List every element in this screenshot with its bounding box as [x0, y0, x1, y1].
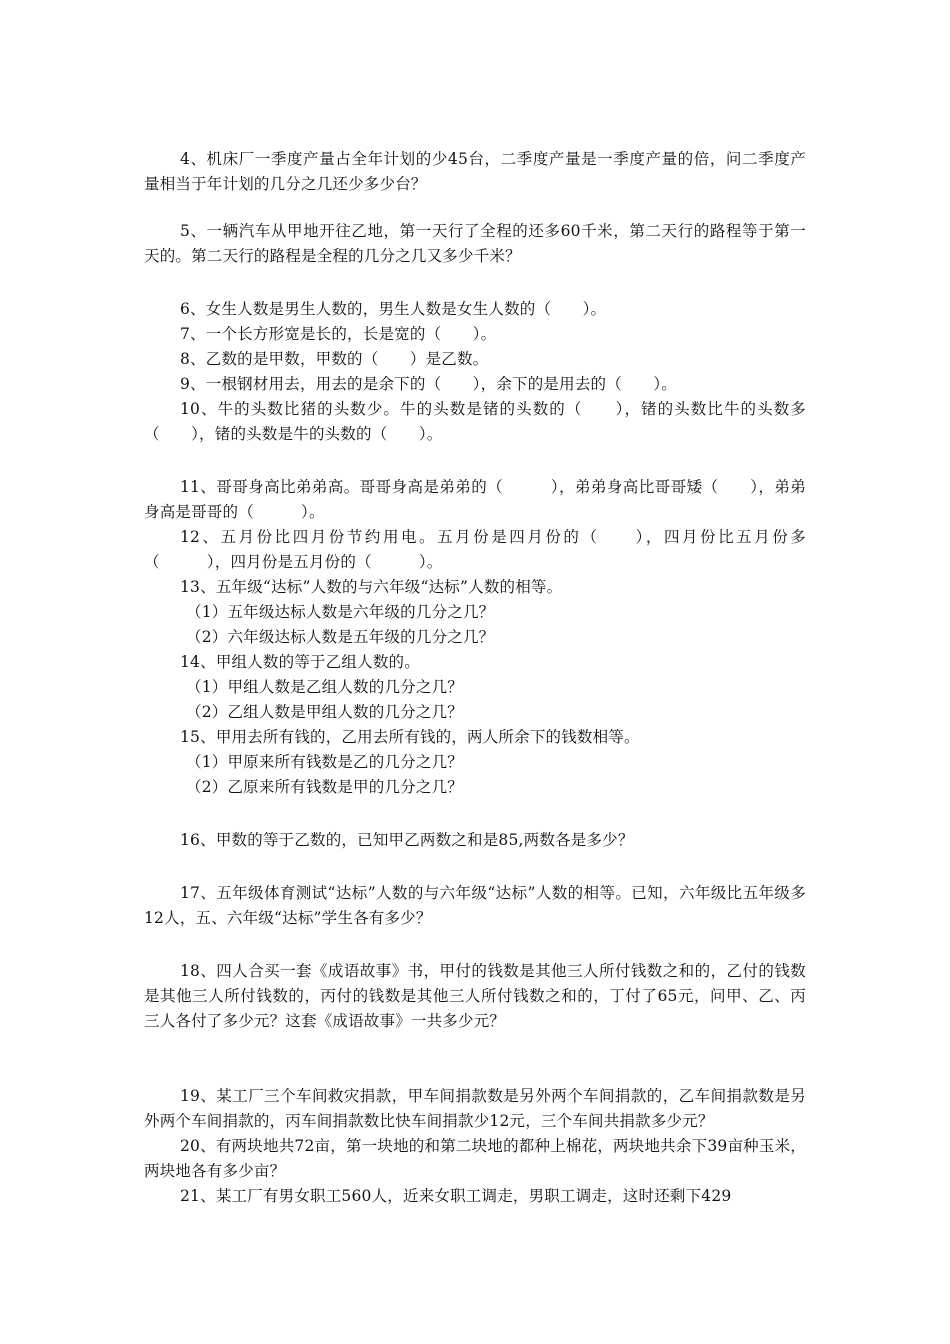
question-13-part-1: （1）五年级达标人数是六年级的几分之几？ — [186, 603, 495, 621]
question-15-part-1: （1）甲原来所有钱数是乙的几分之几？ — [186, 753, 463, 771]
question-8: 8、乙数的是甲数，甲数的（ ）是乙数。 — [180, 350, 489, 368]
question-10: 10、牛的头数比猪的头数少。牛的头数是锗的头数的（ ），锗的头数比牛的头数多（ ），锗的头数是牛的头数的（ ）。 — [144, 400, 806, 443]
question-13-part-2: （2）六年级达标人数是五年级的几分之几？ — [186, 628, 495, 646]
question-14: 14、甲组人数的等于乙组人数的。 — [180, 653, 420, 671]
question-21: 21、某工厂有男女职工560人，近来女职工调走，男职工调走，这时还剩下429 — [180, 1187, 732, 1205]
question-16: 16、甲数的等于乙数的，已知甲乙两数之和是85,两数各是多少？ — [180, 831, 634, 849]
question-19: 19、某工厂三个车间救灾捐款，甲车间捐款数是另外两个车间捐款的，乙车间捐款数是另外两个车间捐款的，丙车间捐款数比快车间捐款少12元，三个车间共捐款多少元？ — [144, 1087, 806, 1130]
question-11: 11、哥哥身高比弟弟高。哥哥身高是弟弟的（ ），弟弟身高比哥哥矮（ ），弟弟身高是哥哥的（ ）。 — [144, 478, 806, 521]
question-15-part-2: （2）乙原来所有钱数是甲的几分之几？ — [186, 778, 463, 796]
document-body — [144, 147, 806, 1209]
question-20: 20、有两块地共72亩，第一块地的和第二块地的都种上棉花，两块地共余下39亩种玉米，两块地各有多少亩？ — [144, 1137, 806, 1180]
question-12: 12、五月份比四月份节约用电。五月份是四月份的（ ），四月份比五月份多（ ），四月份是五月份的（ ）。 — [144, 528, 806, 571]
question-6: 6、女生人数是男生人数的，男生人数是女生人数的（ ）。 — [180, 300, 607, 318]
question-9: 9、一根钢材用去，用去的是余下的（ ），余下的是用去的（ ）。 — [180, 375, 677, 393]
question-14-part-2: （2）乙组人数是甲组人数的几分之几？ — [186, 703, 463, 721]
question-5: 5、一辆汽车从甲地开往乙地，第一天行了全程的还多60千米，第二天行的路程等于第一天的。第二天行的路程是全程的几分之几又多少千米？ — [144, 222, 806, 265]
question-13: 13、五年级“达标”人数的与六年级“达标”人数的相等。 — [180, 578, 563, 596]
question-15: 15、甲用去所有钱的，乙用去所有钱的，两人所余下的钱数相等。 — [180, 728, 640, 746]
question-17: 17、五年级体育测试“达标”人数的与六年级“达标”人数的相等。已知，六年级比五年级多12人，五、六年级“达标”学生各有多少？ — [144, 884, 806, 927]
question-18: 18、四人合买一套《成语故事》书，甲付的钱数是其他三人所付钱数之和的，乙付的钱数是其他三人所付钱数的，丙付的钱数是其他三人所付钱数之和的，丁付了65元，问甲、乙、丙三人各付了多少元？这套《成语故事》一共多少元？ — [144, 962, 806, 1030]
question-14-part-1: （1）甲组人数是乙组人数的几分之几？ — [186, 678, 463, 696]
question-4: 4、机床厂一季度产量占全年计划的少45台，二季度产量是一季度产量的倍，问二季度产量相当于年计划的几分之几还少多少台？ — [144, 150, 806, 193]
question-7: 7、一个长方形宽是长的，长是宽的（ ）。 — [180, 325, 497, 343]
